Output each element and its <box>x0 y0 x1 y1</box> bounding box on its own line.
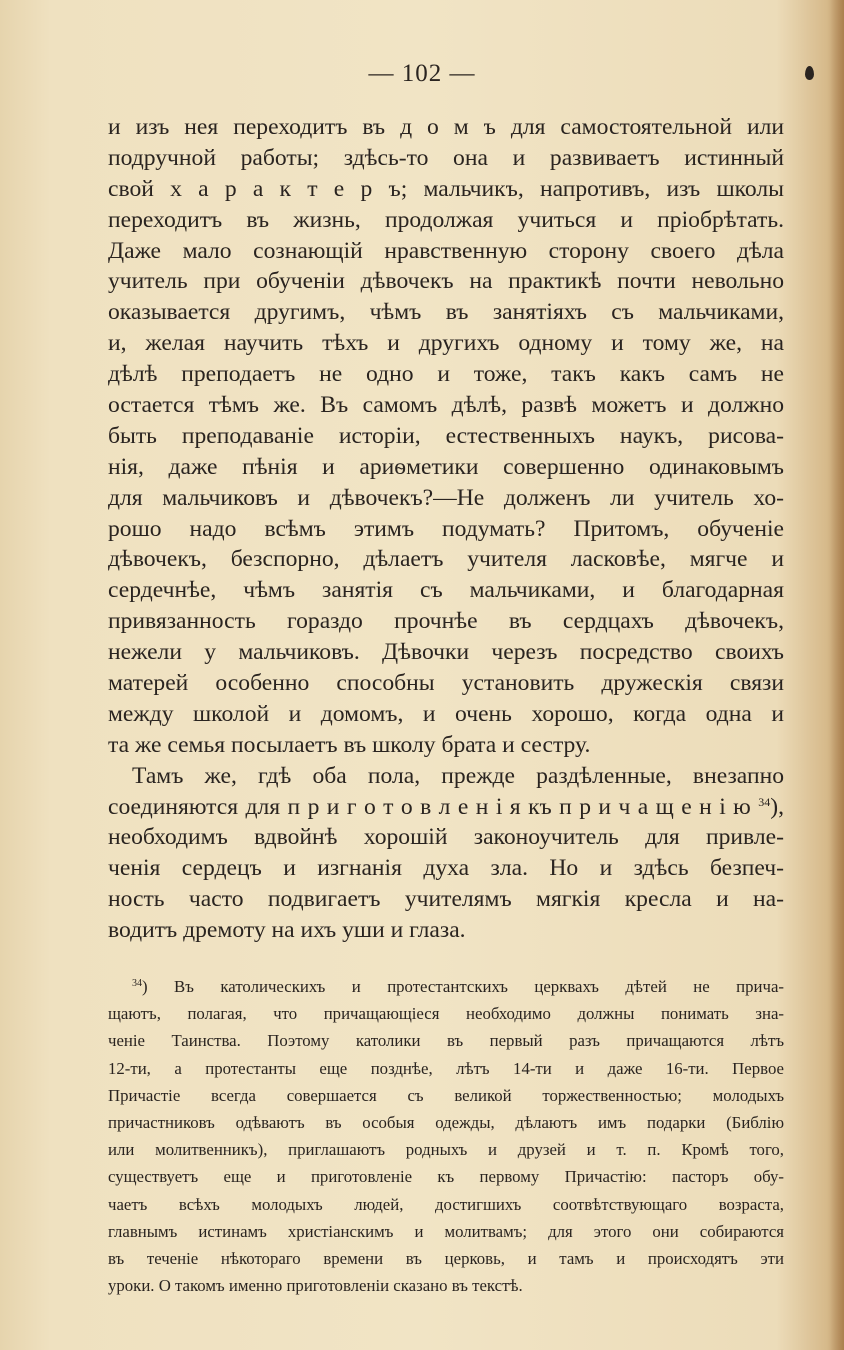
footnote-line: или молитвенникъ), приглашаютъ родныхъ и друзей и т. п. Кромѣ того, <box>108 1140 784 1160</box>
text-line: нежели у мальчиковъ. Дѣвочки черезъ посредство своихъ <box>108 639 784 666</box>
footnote-line: 12-ти, а протестанты еще позднѣе, лѣтъ 14-ти и даже 16-ти. Первое <box>108 1058 784 1078</box>
text-line: привязанность гораздо прочнѣе въ сердцахъ дѣвочекъ, <box>108 608 784 635</box>
text-fragment: ) Въ католическихъ и протестантскихъ церквахъ дѣтей не прича- <box>142 977 784 996</box>
text-line: Тамъ же, гдѣ оба пола, прежде раздѣленные, внезапно <box>132 762 784 789</box>
text-line: водитъ дремоту на ихъ уши и глаза. <box>108 917 466 944</box>
ink-mark <box>805 66 814 80</box>
text-line: дѣвочекъ, безспорно, дѣлаетъ учителя ласковѣе, мягче и <box>108 546 784 573</box>
footnote-line: причастниковъ одѣваютъ въ особыя одежды, дѣлаютъ имъ подарки (Библію <box>108 1112 784 1132</box>
page-header <box>0 60 844 88</box>
footnote-line: въ теченіе нѣкотораго времени въ церковь, и тамъ и происходятъ эти <box>108 1248 784 1268</box>
text-line: и изъ нея переходитъ въ д о м ъ для самостоятельной или <box>108 114 784 140</box>
text-line: нія, даже пѣнія и ариѳметики совершенно одинаковымъ <box>108 453 784 480</box>
text-line: необходимъ вдвойнѣ хорошій законоучитель для привле- <box>108 824 784 851</box>
footnote-line: чаетъ всѣхъ молодыхъ людей, достигшихъ соотвѣтствующаго возраста, <box>108 1194 784 1214</box>
text-line: свой х а р а к т е р ъ; мальчикъ, напротивъ, изъ школы <box>108 175 784 202</box>
text-line: учитель при обученіи дѣвочекъ на практикѣ почти невольно <box>108 268 784 295</box>
text-line-with-footnote-ref <box>108 792 784 823</box>
footnote-line <box>108 973 784 1000</box>
text-line: остается тѣмъ же. Въ самомъ дѣлѣ, развѣ можетъ и должно <box>108 392 784 419</box>
main-text <box>108 112 784 946</box>
text-line: та же семья посылаетъ въ школу брата и сестру. <box>108 731 591 758</box>
text-line: дѣлѣ преподаетъ не одно и тоже, такъ какъ самъ не <box>108 361 784 388</box>
footnote-line: существуетъ еще и приготовленіе къ первому Причастію: пасторъ обу- <box>108 1167 784 1187</box>
text-line: между школой и домомъ, и очень хорошо, когда одна и <box>108 700 784 727</box>
text-line: сердечнѣе, чѣмъ занятія съ мальчиками, и благодарная <box>108 577 784 604</box>
footnote-line: уроки. О такомъ именно приготовленіи сказано въ текстѣ. <box>108 1276 523 1296</box>
footnote <box>108 973 784 1299</box>
footnote-line: щаютъ, полагая, что причащающіеся необходимо должны понимать зна- <box>108 1004 784 1024</box>
text-line: для мальчиковъ и дѣвочекъ?—Не долженъ ли учитель хо- <box>108 484 784 511</box>
footnote-line: ченіе Таинства. Поэтому католики въ первый разъ причащаются лѣтъ <box>108 1031 784 1051</box>
text-line: ченія сердецъ и изгнанія духа зла. Но и здѣсь безпеч- <box>108 855 784 882</box>
text-fragment: ), <box>770 793 784 820</box>
footnote-number: 34 <box>132 978 142 989</box>
footnote-line: Причастіе всегда совершается съ великой торжественностью; молодыхъ <box>108 1085 784 1105</box>
text-line: быть преподаваніе исторіи, естественныхъ наукъ, рисова- <box>108 422 784 449</box>
text-line: переходитъ въ жизнь, продолжая учиться и пріобрѣтать. <box>108 206 784 233</box>
page-edge-shadow <box>830 0 844 1350</box>
text-line: оказывается другимъ, чѣмъ въ занятіяхъ съ мальчиками, <box>108 299 784 326</box>
text-line: Даже мало сознающій нравственную сторону своего дѣла <box>108 237 784 264</box>
text-line: ность часто подвигаетъ учителямъ мягкія кресла и на- <box>108 886 784 913</box>
page-number: — 102 — <box>368 60 476 87</box>
footnote-line: главнымъ истинамъ христіанскимъ и молитвамъ; для этого они собираются <box>108 1221 784 1241</box>
text-fragment: соединяются для п р и г о т о в л е н і я къ п р и ч а щ е н і ю <box>108 793 751 820</box>
text-line: рошо надо всѣмъ этимъ подумать? Притомъ, обученіе <box>108 515 784 542</box>
text-line: и, желая научить тѣхъ и другихъ одному и тому же, на <box>108 330 784 357</box>
text-line: матерей особенно способны установить дружескія связи <box>108 670 784 697</box>
text-line: подручной работы; здѣсь-то она и развиваетъ истинный <box>108 144 784 171</box>
footnote-reference: 34 <box>758 794 771 809</box>
